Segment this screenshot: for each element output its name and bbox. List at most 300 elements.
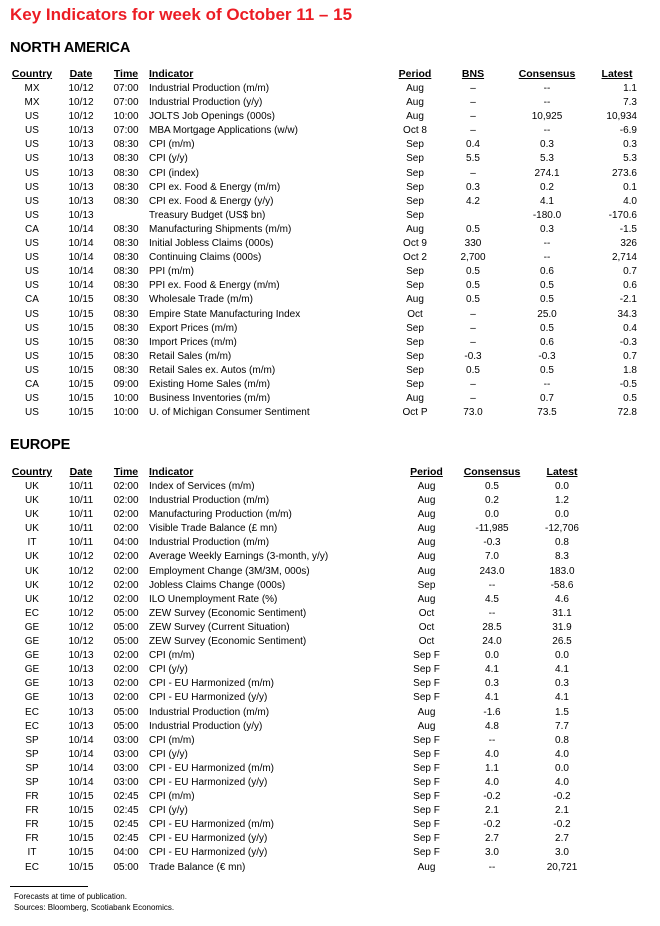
cell-date: 10/12 xyxy=(68,551,94,563)
cell-indicator: CPI - EU Harmonized (y/y) xyxy=(149,847,268,859)
cell-country: UK xyxy=(25,565,39,577)
table-row xyxy=(9,195,643,209)
cell-bns: – xyxy=(470,167,476,179)
table-row xyxy=(9,82,643,96)
cell-consensus: 0.3 xyxy=(540,139,554,151)
cell-consensus: 0.5 xyxy=(540,322,554,334)
column-header-indicator: Indicator xyxy=(149,466,194,478)
table-row xyxy=(9,237,643,251)
table-row xyxy=(9,607,595,621)
table-row xyxy=(9,677,595,691)
cell-date: 10/15 xyxy=(68,861,94,873)
cell-consensus: 4.1 xyxy=(485,664,499,676)
cell-time: 02:00 xyxy=(113,664,139,676)
cell-time: 08:30 xyxy=(113,280,139,292)
table-row xyxy=(9,110,643,124)
europe-heading: EUROPE xyxy=(10,437,71,453)
cell-time: 08:30 xyxy=(113,195,139,207)
cell-indicator: Import Prices (m/m) xyxy=(149,336,237,348)
cell-period: Sep xyxy=(406,322,424,334)
cell-time: 02:00 xyxy=(113,650,139,662)
cell-time: 07:00 xyxy=(113,125,139,137)
cell-time: 02:00 xyxy=(113,579,139,591)
cell-date: 10/14 xyxy=(68,762,94,774)
cell-date: 10/13 xyxy=(68,195,94,207)
cell-indicator: CPI - EU Harmonized (y/y) xyxy=(149,692,268,704)
cell-latest: 3.0 xyxy=(555,847,569,859)
cell-period: Aug xyxy=(417,509,436,521)
table-row xyxy=(9,565,595,579)
cell-bns: – xyxy=(470,393,476,405)
cell-bns: 5.5 xyxy=(466,153,480,165)
cell-country: SP xyxy=(25,748,39,760)
cell-period: Sep F xyxy=(413,692,440,704)
cell-country: US xyxy=(25,167,39,179)
cell-date: 10/11 xyxy=(68,523,94,535)
cell-time: 02:00 xyxy=(113,481,139,492)
cell-country: UK xyxy=(25,593,39,605)
cell-time: 05:00 xyxy=(113,636,139,648)
cell-latest: 7.7 xyxy=(555,720,569,732)
cell-indicator: PPI (m/m) xyxy=(149,266,194,278)
table-row xyxy=(9,350,643,364)
cell-time: 07:00 xyxy=(113,97,139,109)
cell-consensus: -- xyxy=(543,378,551,390)
cell-country: FR xyxy=(25,805,39,817)
column-header-consensus: Consensus xyxy=(518,68,576,80)
cell-indicator: JOLTS Job Openings (000s) xyxy=(149,111,275,123)
cell-bns xyxy=(443,209,503,223)
cell-time: 08:30 xyxy=(113,167,139,179)
footnote-divider xyxy=(10,886,88,887)
cell-consensus: 24.0 xyxy=(482,636,502,648)
cell-country: US xyxy=(25,407,39,419)
cell-latest: 5.3 xyxy=(623,153,637,165)
cell-bns: – xyxy=(470,322,476,334)
cell-date: 10/13 xyxy=(68,209,94,221)
cell-date: 10/13 xyxy=(68,720,94,732)
cell-country: US xyxy=(25,153,39,165)
cell-period: Sep xyxy=(406,378,424,390)
cell-consensus: -- xyxy=(488,579,496,591)
cell-period: Aug xyxy=(406,97,424,109)
cell-latest: -58.6 xyxy=(550,579,574,591)
cell-time: 10:00 xyxy=(113,393,139,405)
cell-latest: 0.5 xyxy=(623,393,637,405)
cell-consensus: 0.0 xyxy=(485,509,499,521)
cell-bns: – xyxy=(470,83,476,94)
cell-indicator: Industrial Production (y/y) xyxy=(149,97,263,109)
cell-indicator: MBA Mortgage Applications (w/w) xyxy=(149,125,298,137)
column-header-latest: Latest xyxy=(546,466,578,478)
table-row xyxy=(9,790,595,804)
cell-country: US xyxy=(25,195,39,207)
column-header-date: Date xyxy=(69,466,93,478)
table-row xyxy=(9,96,643,110)
cell-date: 10/14 xyxy=(68,252,94,264)
cell-consensus: 73.5 xyxy=(537,407,557,419)
column-header-country: Country xyxy=(11,68,53,80)
cell-period: Aug xyxy=(406,393,424,405)
cell-time: 03:00 xyxy=(113,734,139,746)
cell-country: GE xyxy=(24,692,40,704)
cell-indicator: Industrial Production (m/m) xyxy=(149,83,270,94)
cell-consensus: 3.0 xyxy=(485,847,499,859)
table-row xyxy=(9,152,643,166)
cell-latest: 20,721 xyxy=(546,861,578,873)
table-row xyxy=(9,124,643,138)
cell-country: US xyxy=(25,364,39,376)
cell-date: 10/12 xyxy=(68,97,94,109)
cell-time: 08:30 xyxy=(113,294,139,306)
cell-country: UK xyxy=(25,481,39,492)
cell-bns: 73.0 xyxy=(463,407,483,419)
table-row xyxy=(9,818,595,832)
cell-date: 10/14 xyxy=(68,238,94,250)
cell-period: Aug xyxy=(417,495,436,507)
cell-time: 05:00 xyxy=(113,720,139,732)
cell-indicator: Continuing Claims (000s) xyxy=(149,252,262,264)
cell-latest: -2.1 xyxy=(619,294,637,306)
cell-time: 08:30 xyxy=(113,238,139,250)
footnote-sources: Sources: Bloomberg, Scotiabank Economics. xyxy=(14,903,175,912)
cell-country: EC xyxy=(25,607,39,619)
cell-date: 10/14 xyxy=(68,734,94,746)
table-row xyxy=(9,480,595,494)
cell-time: 02:00 xyxy=(113,523,139,535)
cell-date: 10/11 xyxy=(68,509,94,521)
cell-period: Sep xyxy=(406,336,424,348)
cell-period: Sep F xyxy=(413,678,440,690)
cell-consensus: -- xyxy=(488,734,496,746)
cell-bns: 0.5 xyxy=(466,294,480,306)
cell-consensus: 0.5 xyxy=(540,294,554,306)
cell-date: 10/15 xyxy=(68,350,94,362)
table-row xyxy=(9,322,643,336)
cell-country: US xyxy=(25,266,39,278)
cell-period: Sep xyxy=(406,195,424,207)
cell-latest: 1.2 xyxy=(555,495,569,507)
cell-indicator: Manufacturing Shipments (m/m) xyxy=(149,223,292,235)
cell-indicator: Average Weekly Earnings (3-month, y/y) xyxy=(149,551,329,563)
cell-date: 10/14 xyxy=(68,776,94,788)
cell-period: Aug xyxy=(417,481,436,492)
cell-consensus: 0.3 xyxy=(540,223,554,235)
cell-date: 10/15 xyxy=(68,805,94,817)
cell-country: MX xyxy=(24,97,40,109)
table-row xyxy=(9,846,595,860)
cell-consensus: 4.1 xyxy=(485,692,499,704)
table-row xyxy=(9,635,595,649)
table-row xyxy=(9,706,595,720)
table-row xyxy=(9,804,595,818)
cell-date: 10/12 xyxy=(68,593,94,605)
table-row xyxy=(9,776,595,790)
table-row xyxy=(9,138,643,152)
cell-consensus: 4.0 xyxy=(485,748,499,760)
cell-consensus: 4.8 xyxy=(485,720,499,732)
cell-consensus: 243.0 xyxy=(479,565,505,577)
cell-consensus: 28.5 xyxy=(482,621,502,633)
cell-country: EC xyxy=(25,706,39,718)
cell-latest: 0.0 xyxy=(555,509,569,521)
cell-bns: 0.5 xyxy=(466,266,480,278)
cell-latest: 0.0 xyxy=(555,481,569,492)
cell-period: Sep F xyxy=(413,819,440,831)
cell-time: 02:00 xyxy=(113,692,139,704)
cell-bns: 330 xyxy=(464,238,482,250)
cell-period: Sep F xyxy=(413,805,440,817)
cell-latest: 273.6 xyxy=(611,167,637,179)
cell-time: 07:00 xyxy=(113,83,139,94)
cell-latest: 10,934 xyxy=(606,111,637,123)
cell-bns: – xyxy=(470,378,476,390)
table-row xyxy=(9,748,595,762)
cell-latest: 0.4 xyxy=(623,322,637,334)
cell-indicator: Industrial Production (m/m) xyxy=(149,537,270,549)
cell-indicator: CPI - EU Harmonized (m/m) xyxy=(149,762,275,774)
cell-date: 10/14 xyxy=(68,266,94,278)
cell-time: 09:00 xyxy=(113,378,139,390)
cell-date: 10/15 xyxy=(68,847,94,859)
cell-latest: -170.6 xyxy=(608,209,637,221)
cell-date: 10/15 xyxy=(68,791,94,803)
cell-bns: 0.3 xyxy=(466,181,480,193)
cell-date: 10/13 xyxy=(68,692,94,704)
cell-latest: 31.1 xyxy=(552,607,572,619)
cell-country: IT xyxy=(27,847,37,859)
cell-date: 10/14 xyxy=(68,280,94,292)
cell-period: Sep xyxy=(417,579,436,591)
cell-period: Sep F xyxy=(413,776,440,788)
cell-latest: 1.8 xyxy=(623,364,637,376)
cell-indicator: Industrial Production (m/m) xyxy=(149,495,270,507)
cell-time: 02:00 xyxy=(113,593,139,605)
cell-period: Sep xyxy=(406,280,424,292)
cell-period: Sep F xyxy=(413,762,440,774)
cell-country: FR xyxy=(25,833,39,845)
cell-latest: 26.5 xyxy=(552,636,572,648)
table-row xyxy=(9,406,643,420)
cell-consensus: 0.7 xyxy=(540,393,554,405)
cell-consensus: 2.7 xyxy=(485,833,499,845)
cell-indicator: Trade Balance (€ mn) xyxy=(149,861,246,873)
table-row xyxy=(9,762,595,776)
column-header-period: Period xyxy=(398,68,432,80)
table-row xyxy=(9,649,595,663)
cell-latest: 34.3 xyxy=(617,308,637,320)
cell-period: Aug xyxy=(417,861,436,873)
cell-latest: -0.2 xyxy=(553,819,571,831)
north-america-heading: NORTH AMERICA xyxy=(10,40,131,56)
cell-consensus: 4.0 xyxy=(485,776,499,788)
cell-consensus: -- xyxy=(543,83,551,94)
cell-indicator: Wholesale Trade (m/m) xyxy=(149,294,253,306)
cell-bns: – xyxy=(470,111,476,123)
cell-consensus: -- xyxy=(543,252,551,264)
column-header-consensus: Consensus xyxy=(463,466,521,478)
cell-date: 10/15 xyxy=(68,364,94,376)
cell-time: 08:30 xyxy=(113,153,139,165)
cell-time: 08:30 xyxy=(113,266,139,278)
cell-country: US xyxy=(25,209,39,221)
cell-time: 02:00 xyxy=(113,551,139,563)
cell-consensus: -- xyxy=(543,97,551,109)
cell-consensus: 0.5 xyxy=(540,280,554,292)
cell-consensus: -- xyxy=(488,607,496,619)
cell-date: 10/15 xyxy=(68,833,94,845)
cell-indicator: Industrial Production (m/m) xyxy=(149,706,270,718)
table-row xyxy=(9,494,595,508)
cell-period: Aug xyxy=(417,551,436,563)
cell-latest: 4.1 xyxy=(555,664,569,676)
cell-country: UK xyxy=(25,509,39,521)
cell-latest: 0.8 xyxy=(555,734,569,746)
cell-latest: -0.5 xyxy=(619,378,637,390)
page-title: Key Indicators for week of October 11 – 15 xyxy=(10,5,353,24)
cell-date: 10/13 xyxy=(68,139,94,151)
cell-country: US xyxy=(25,125,39,137)
cell-time: 08:30 xyxy=(113,223,139,235)
cell-period: Sep xyxy=(406,209,424,221)
cell-country: US xyxy=(25,111,39,123)
cell-time: 02:45 xyxy=(113,791,139,803)
cell-date: 10/15 xyxy=(68,322,94,334)
cell-country: US xyxy=(25,308,39,320)
cell-latest: 0.7 xyxy=(623,350,637,362)
cell-country: FR xyxy=(25,791,39,803)
cell-country: US xyxy=(25,139,39,151)
cell-period: Sep xyxy=(406,266,424,278)
table-row xyxy=(9,861,595,875)
cell-period: Aug xyxy=(406,294,424,306)
cell-consensus: -0.3 xyxy=(538,350,556,362)
table-row xyxy=(9,167,643,181)
cell-consensus: 0.5 xyxy=(485,481,499,492)
table-row xyxy=(9,550,595,564)
cell-latest: 4.0 xyxy=(555,776,569,788)
cell-latest: -0.2 xyxy=(553,791,571,803)
table-row xyxy=(9,223,643,237)
cell-indicator: Retail Sales ex. Autos (m/m) xyxy=(149,364,276,376)
cell-time: 02:00 xyxy=(113,678,139,690)
cell-indicator: CPI (m/m) xyxy=(149,734,195,746)
cell-date: 10/13 xyxy=(68,678,94,690)
cell-indicator: CPI (y/y) xyxy=(149,805,188,817)
cell-country: GE xyxy=(24,678,40,690)
cell-indicator: Treasury Budget (US$ bn) xyxy=(149,209,266,221)
cell-latest: 8.3 xyxy=(555,551,569,563)
cell-time: 05:00 xyxy=(113,621,139,633)
cell-indicator: Export Prices (m/m) xyxy=(149,322,238,334)
cell-time: 10:00 xyxy=(113,111,139,123)
cell-period: Oct xyxy=(418,621,435,633)
cell-latest: 0.0 xyxy=(555,762,569,774)
cell-latest: 2.1 xyxy=(555,805,569,817)
table-row xyxy=(9,308,643,322)
table-header-row xyxy=(9,465,595,480)
cell-time: 03:00 xyxy=(113,748,139,760)
cell-consensus: -11,985 xyxy=(475,523,509,535)
table-row xyxy=(9,364,643,378)
cell-country: UK xyxy=(25,495,39,507)
cell-period: Sep xyxy=(406,167,424,179)
cell-period: Sep F xyxy=(413,748,440,760)
cell-time: 08:30 xyxy=(113,181,139,193)
table-row xyxy=(9,579,595,593)
cell-period: Aug xyxy=(417,593,436,605)
cell-date: 10/12 xyxy=(68,621,94,633)
cell-period: Sep xyxy=(406,153,424,165)
cell-bns: – xyxy=(470,125,476,137)
cell-country: GE xyxy=(24,650,40,662)
cell-date: 10/15 xyxy=(68,819,94,831)
cell-time: 08:30 xyxy=(113,364,139,376)
cell-consensus: -1.6 xyxy=(483,706,501,718)
cell-time: 05:00 xyxy=(113,706,139,718)
table-row xyxy=(9,832,595,846)
cell-date: 10/15 xyxy=(68,378,94,390)
column-header-date: Date xyxy=(69,68,93,80)
cell-date: 10/15 xyxy=(68,407,94,419)
cell-latest: 1.1 xyxy=(623,83,637,94)
table-row xyxy=(9,522,595,536)
europe-table xyxy=(9,465,595,875)
cell-consensus: 0.6 xyxy=(540,266,554,278)
cell-period: Sep xyxy=(406,139,424,151)
cell-consensus: 0.2 xyxy=(540,181,554,193)
cell-country: EC xyxy=(25,720,39,732)
cell-indicator: CPI (index) xyxy=(149,167,200,179)
cell-time: 02:45 xyxy=(113,819,139,831)
cell-bns: – xyxy=(470,308,476,320)
cell-country: EC xyxy=(25,861,39,873)
cell-indicator: ZEW Survey (Economic Sentiment) xyxy=(149,607,307,619)
cell-latest: -12,706 xyxy=(545,523,579,535)
cell-period: Oct 9 xyxy=(403,238,427,250)
cell-indicator: Employment Change (3M/3M, 000s) xyxy=(149,565,310,577)
cell-date: 10/12 xyxy=(68,111,94,123)
table-row xyxy=(9,279,643,293)
cell-indicator: Retail Sales (m/m) xyxy=(149,350,232,362)
cell-latest: 1.5 xyxy=(555,706,569,718)
cell-latest: -1.5 xyxy=(619,223,637,235)
table-row xyxy=(9,593,595,607)
cell-period: Aug xyxy=(406,83,424,94)
cell-indicator: Jobless Claims Change (000s) xyxy=(149,579,286,591)
table-header-row xyxy=(9,67,643,82)
cell-date: 10/13 xyxy=(68,706,94,718)
cell-time: 03:00 xyxy=(113,776,139,788)
cell-indicator: ZEW Survey (Current Situation) xyxy=(149,621,290,633)
cell-latest: 183.0 xyxy=(549,565,575,577)
cell-indicator: CPI ex. Food & Energy (y/y) xyxy=(149,195,274,207)
cell-period: Sep xyxy=(406,181,424,193)
cell-consensus: 1.1 xyxy=(485,762,499,774)
cell-latest: 4.6 xyxy=(555,593,569,605)
cell-latest: 4.0 xyxy=(623,195,637,207)
cell-time: 05:00 xyxy=(113,607,139,619)
cell-date: 10/15 xyxy=(68,336,94,348)
cell-date: 10/13 xyxy=(68,153,94,165)
cell-country: GE xyxy=(24,636,40,648)
cell-country: UK xyxy=(25,579,39,591)
table-row xyxy=(9,392,643,406)
cell-latest: 0.3 xyxy=(623,139,637,151)
cell-time: 03:00 xyxy=(113,762,139,774)
cell-period: Sep F xyxy=(413,734,440,746)
cell-country: US xyxy=(25,322,39,334)
